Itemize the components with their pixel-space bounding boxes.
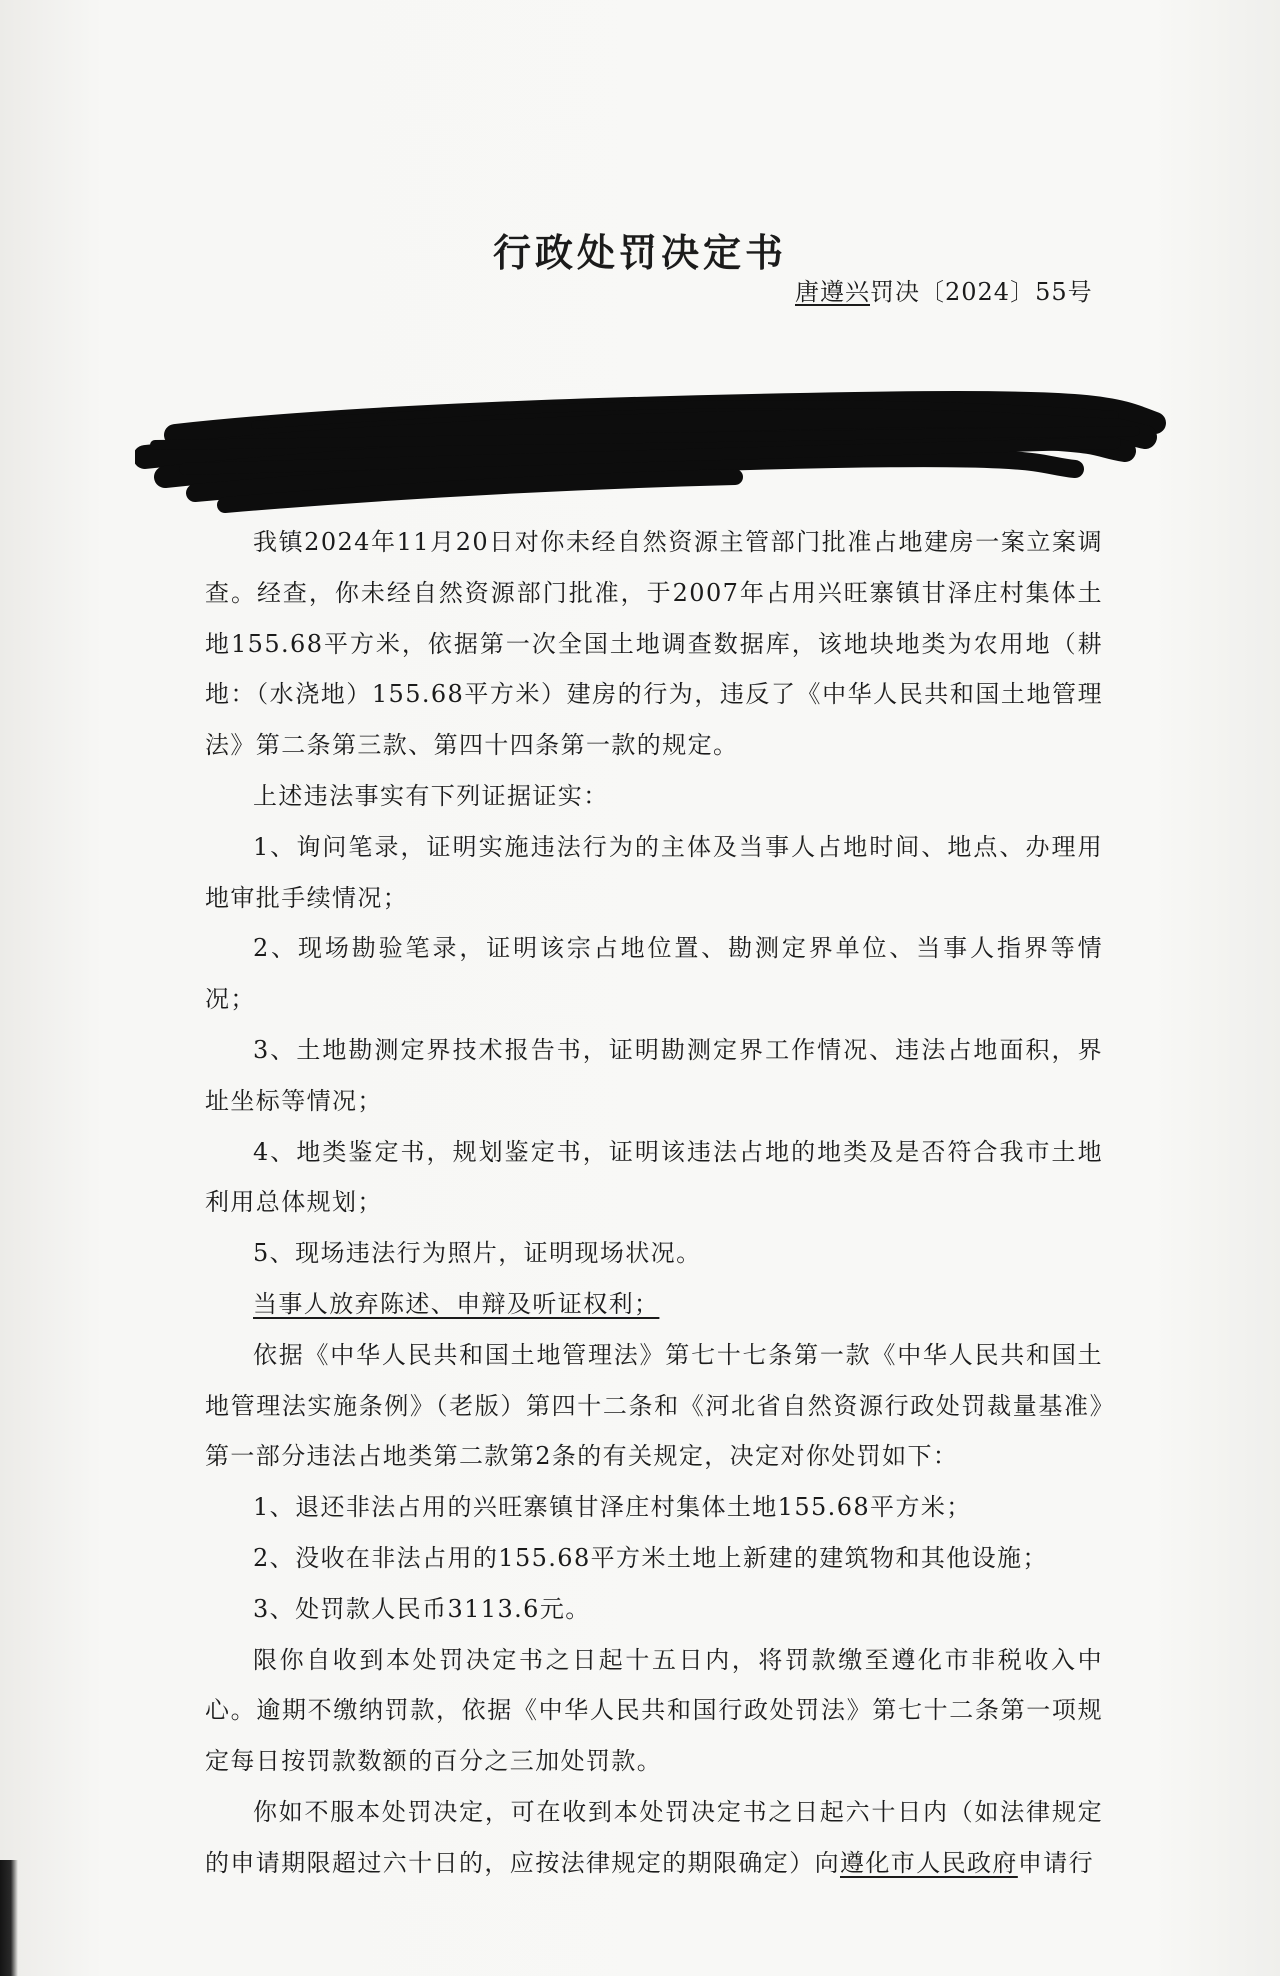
- document-number: [795, 272, 1095, 307]
- document-number-prefix: 唐遵兴: [795, 278, 870, 306]
- payment-paragraph: 限你自收到本处罚决定书之日起十五日内，将罚款缴至遵化市非税收入中心。逾期不缴纳罚款，依据《中华人民共和国行政处罚法》第七十二条第一项规定每日按罚款数额的百分之三加处罚款。: [205, 1645, 1103, 1776]
- evidence-item-1: 1、询问笔录，证明实施违法行为的主体及当事人占地时间、地点、办理用地审批手续情况；: [205, 832, 1103, 912]
- appeal-text-after: 申请行: [1017, 1848, 1095, 1877]
- appeal-text-before: 你如不服本处罚决定，可在收到本处罚决定书之日起六十日内（如法律规定的申请期限超过六十日的，应按法律规定的期限确定）向: [205, 1797, 1103, 1877]
- decision-basis: 依据《中华人民共和国土地管理法》第七十七条第一款《中华人民共和国土地管理法实施条例》（老版）第四十二条和《河北省自然资源行政处罚裁量基准》第一部分违法占地类第二款第2条的有关规定，决定对你处罚如下：: [205, 1340, 1103, 1471]
- page-edge-shadow: [0, 1860, 18, 1976]
- evidence-item-2: 2、现场勘验笔录，证明该宗占地位置、勘测定界单位、当事人指界等情况；: [205, 934, 1103, 1014]
- appeal-paragraph: [205, 1787, 1103, 1889]
- waiver-line: [205, 1279, 1103, 1330]
- redaction-scribble: [135, 385, 1175, 515]
- evidence-heading: 上述违法事实有下列证据证实：: [253, 781, 609, 810]
- decision-item-3: 3、处罚款人民币3113.6元。: [253, 1594, 591, 1623]
- evidence-item-5: 5、现场违法行为照片，证明现场状况。: [253, 1239, 702, 1268]
- evidence-item-3: 3、土地勘测定界技术报告书，证明勘测定界工作情况、违法占地面积，界址坐标等情况；: [205, 1035, 1103, 1115]
- decision-item-1: 1、退还非法占用的兴旺寨镇甘泽庄村集体土地155.68平方米；: [253, 1493, 972, 1522]
- decision-item-2: 2、没收在非法占用的155.68平方米土地上新建的建筑物和其他设施；: [253, 1543, 1048, 1572]
- document-body: [205, 517, 1103, 1889]
- document-number-rest: 罚决〔2024〕55号: [870, 278, 1093, 306]
- document-title: 行政处罚决定书: [492, 231, 787, 275]
- evidence-item-4: 4、地类鉴定书，规划鉴定书，证明该违法占地的地类及是否符合我市土地利用总体规划；: [205, 1137, 1103, 1217]
- appeal-government: 遵化市人民政府: [840, 1848, 1018, 1877]
- facts-paragraph: 我镇2024年11月20日对你未经自然资源主管部门批准占地建房一案立案调查。经查，你未经自然资源部门批准，于2007年占用兴旺寨镇甘泽庄村集体土地155.68平方米，依据第一次全国土地调查数据库，该地块地类为农用地（耕地：（水浇地）155.68平方米）建房的行为，违反了《中华人民共和国土地管理法》第二条第三款、第四十四条第一款的规定。: [205, 528, 1103, 760]
- waiver-text: 当事人放弃陈述、申辩及听证权利；: [253, 1289, 660, 1318]
